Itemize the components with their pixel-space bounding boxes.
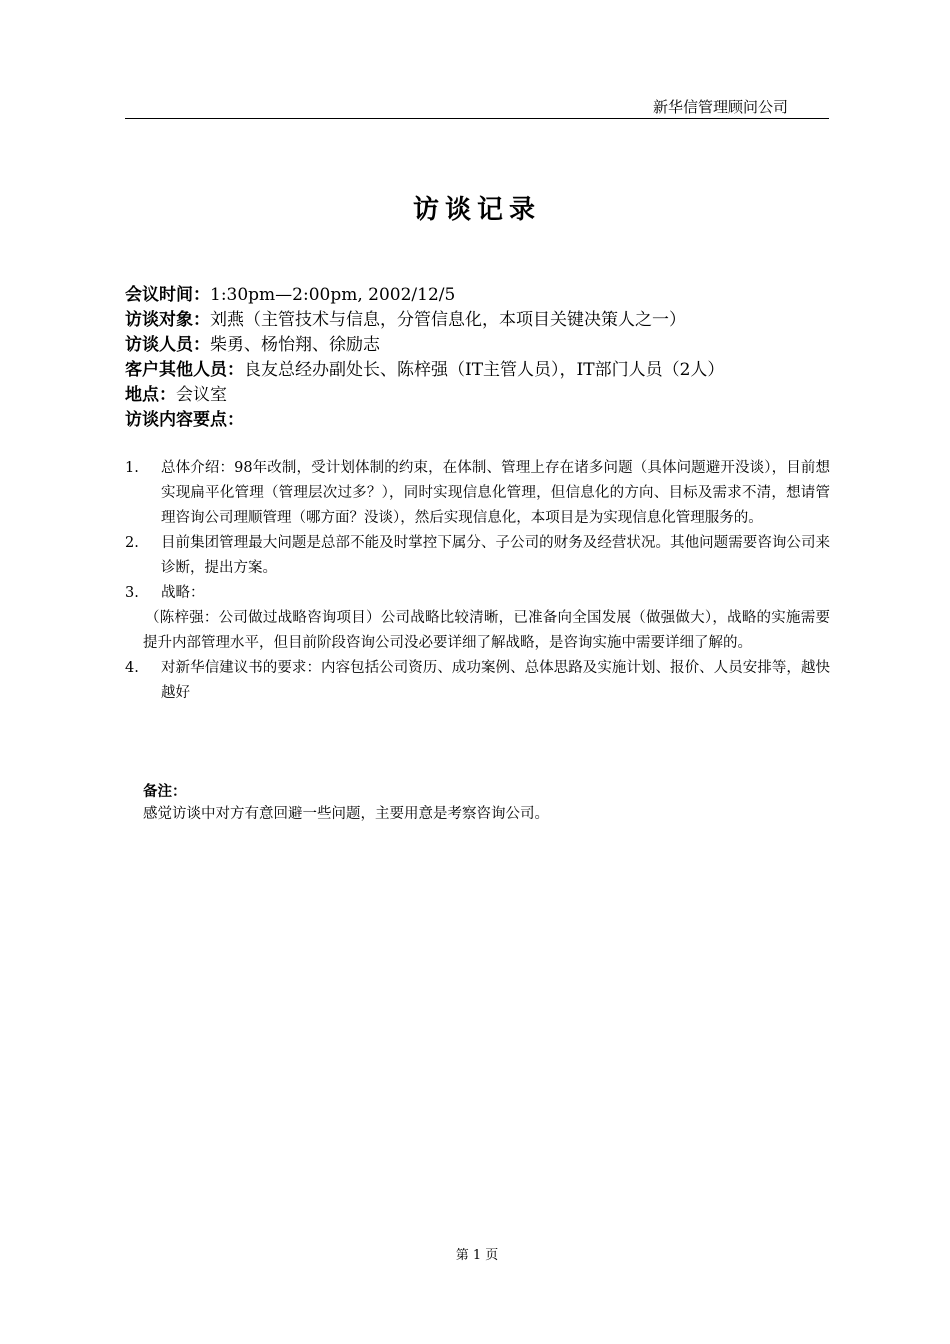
client-others-label: 客户其他人员： [125, 360, 244, 380]
remarks-section [143, 781, 833, 825]
list-item [125, 531, 830, 581]
list-item-text: 对新华信建议书的要求：内容包括公司资历、成功案例、总体思路及实施计划、报价、人员安排等，越快越好 [161, 660, 830, 701]
client-others-value: 良友总经办副处长、陈梓强（IT主管人员），IT部门人员（2人） [244, 360, 725, 380]
list-item [125, 656, 830, 706]
interview-subject-value: 刘燕（主管技术与信息，分管信息化，本项目关键决策人之一） [210, 310, 686, 330]
meeting-time-label: 会议时间： [125, 285, 210, 305]
interviewers-label: 访谈人员： [125, 335, 210, 355]
list-item-number: 4. [125, 660, 139, 676]
interview-subject-line [125, 308, 845, 333]
list-item [125, 581, 830, 606]
interview-subject-label: 访谈对象： [125, 310, 210, 330]
key-points-label: 访谈内容要点： [125, 410, 244, 430]
list-item-number: 3. [125, 585, 139, 601]
strategy-detail-paragraph: （陈梓强：公司做过战略咨询项目）公司战略比较清晰，已准备向全国发展（做强做大），战略的实施需要提升内部管理水平，但目前阶段咨询公司没必要详细了解战略，是咨询实施中需要详细了解的。 [143, 610, 830, 651]
list-item [125, 456, 830, 531]
meeting-time-line [125, 283, 845, 308]
list-item-text: 总体介绍：98年改制，受计划体制的约束，在体制、管理上存在诸多问题（具体问题避开没谈），目前想实现扁平化管理（管理层次过多？），同时实现信息化管理，但信息化的方向、目标及需求不清，想请管理咨询公司理顺管理（哪方面？没谈），然后实现信息化，本项目是为实现信息化管理服务的。 [161, 460, 830, 526]
list-item-number: 1. [125, 460, 139, 476]
list-item-text: 战略： [161, 585, 205, 601]
location-value: 会议室 [176, 385, 227, 405]
document-title: 访谈记录 [412, 195, 541, 225]
location-label: 地点： [125, 385, 176, 405]
key-points-line [125, 408, 845, 433]
remarks-label: 备注： [143, 784, 187, 800]
key-points-list [125, 456, 830, 706]
meeting-time-value: 1:30pm—2:00pm, 2002/12/5 [210, 285, 456, 305]
meeting-info [125, 283, 845, 433]
header-company-name: 新华信管理顾问公司 [652, 98, 788, 116]
client-others-line [125, 358, 845, 383]
interviewers-line [125, 333, 845, 358]
header-divider [125, 118, 829, 119]
list-item-number: 2. [125, 535, 139, 551]
location-line [125, 383, 845, 408]
interviewers-value: 柴勇、杨怡翔、徐励志 [210, 335, 380, 355]
page-number: 第 1 页 [455, 1248, 499, 1263]
list-item-text: 目前集团管理最大问题是总部不能及时掌控下属分、子公司的财务及经营状况。其他问题需要咨询公司来诊断，提出方案。 [161, 535, 830, 576]
remarks-text: 感觉访谈中对方有意回避一些问题，主要用意是考察咨询公司。 [143, 806, 549, 822]
